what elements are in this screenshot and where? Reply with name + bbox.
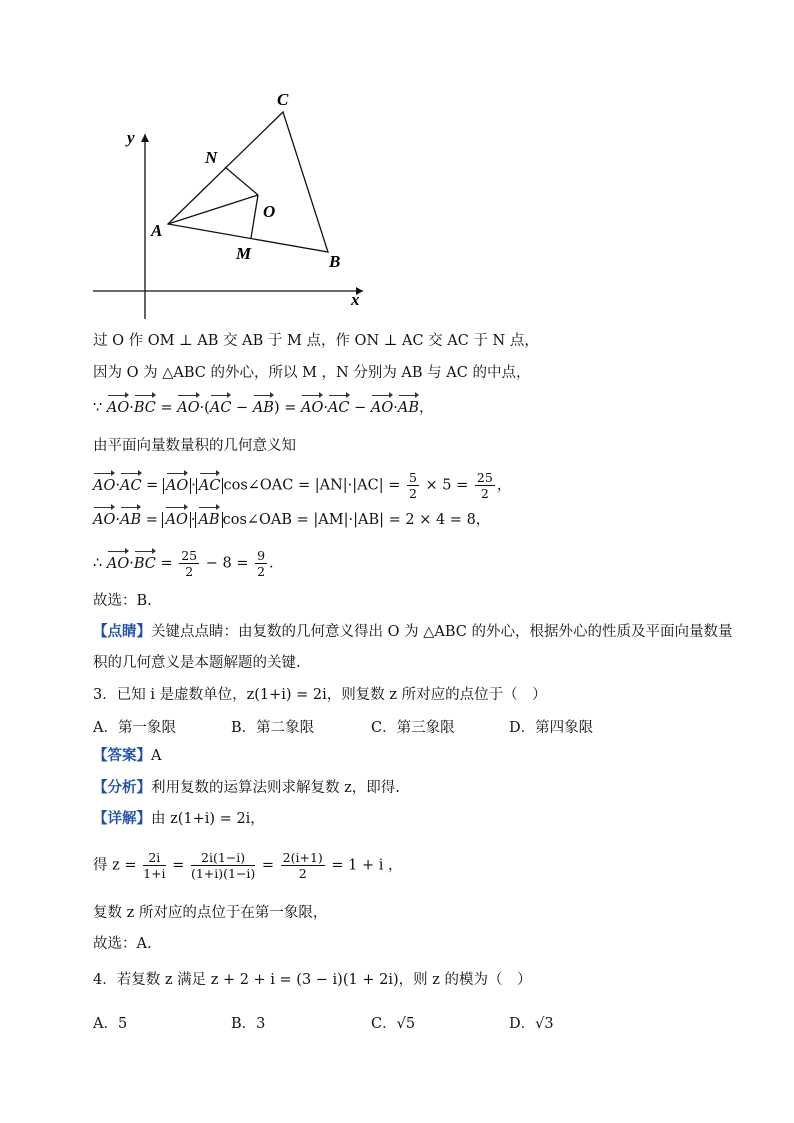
q4-option-c: C．√5 [371, 1016, 416, 1032]
q4-option-a: A．5 [93, 1016, 128, 1032]
q4-option-d: D．√3 [509, 1016, 554, 1032]
label-y: y [127, 128, 135, 147]
solution-line-3: ∵ AO·BC = AO·(AC − AB) = AO·AC − AO·AB， [93, 400, 434, 416]
solution-choice: 故选：B. [93, 593, 152, 609]
triangle-figure [88, 86, 378, 326]
q3-option-b: B．第二象限 [231, 720, 315, 736]
highlight-line-2: 积的几何意义是本题解题的关键. [93, 655, 301, 671]
q3-derivation: 得 z = $\frac{2i}{1+i}$ = $\frac{2i(1-i)}{(1+i)(1-i)}$ = $\frac{2(i+1)}{2}$ = 1 + i ， [93, 850, 403, 881]
fraction-q3b: $\frac{2i(1-i)}{(1+i)(1-i)}$ [190, 850, 256, 881]
fraction-5-2: $\frac{5}{2}$ [408, 470, 417, 501]
solution-line-2: 因为 O 为 △ABC 的外心，所以 M ，N 分别为 AB 与 AC 的中点， [93, 365, 531, 381]
because-symbol: ∵ [93, 400, 103, 416]
q3-analysis: 【分析】利用复数的运算法则求解复数 z，即得. [93, 780, 400, 796]
q3-stem: 3．已知 i 是虚数单位，z(1+i) = 2i，则复数 z 所对应的点位于（ ） [93, 687, 547, 703]
solution-line-6: AO·AB = AO · AB cos∠OAB = |AM|·|AB| = 2 × 4 = 8， [93, 512, 491, 528]
highlight-line-1: 【点睛】关键点点睛：由复数的几何意义得出 O 为 △ABC 的外心，根据外心的性质及平面向量数量 [93, 624, 733, 640]
q4-option-b: B．3 [231, 1016, 266, 1032]
q3-option-c: C．第三象限 [371, 720, 455, 736]
segment-on [225, 167, 258, 195]
highlight-tag: 【点睛】 [93, 624, 151, 640]
fraction-25-2: $\frac{25}{2}$ [476, 470, 493, 501]
triangle-abc [168, 112, 328, 252]
q3-answer: 【答案】A [93, 748, 162, 764]
q3-conclusion: 复数 z 所对应的点位于在第一象限， [93, 905, 328, 921]
solution-line-4: 由平面向量数量积的几何意义知 [93, 438, 296, 454]
fraction-q3c: $\frac{2(i+1)}{2}$ [282, 850, 323, 881]
q3-detail: 【详解】由 z(1+i) = 2i， [93, 811, 265, 827]
fraction-q3a: $\frac{2i}{1+i}$ [143, 850, 166, 881]
solution-line-1: 过 O 作 OM ⊥ AB 交 AB 于 M 点，作 ON ⊥ AC 交 AC 于 N 点， [93, 333, 539, 349]
label-x: x [351, 290, 360, 309]
q4-stem: 4．若复数 z 满足 z + 2 + i = (3 − i)(1 + 2i)，则 z 的模为（ ） [93, 972, 532, 988]
q3-choose: 故选：A. [93, 936, 152, 952]
label-o: O [263, 202, 276, 221]
q3-option-a: A．第一象限 [93, 720, 176, 736]
label-n: N [205, 148, 218, 167]
fraction-9-2: $\frac{9}{2}$ [257, 548, 266, 579]
q3-option-d: D．第四象限 [509, 720, 594, 736]
label-b: B [329, 252, 341, 271]
therefore-symbol: ∴ [93, 555, 103, 572]
segment-ao [168, 195, 258, 224]
solution-line-5: AO·AC = AO · AC cos∠OAC = |AN|·|AC| = $\frac{5}{2}$ × 5 = $\frac{25}{2}$ ， [93, 470, 512, 501]
segment-om [251, 195, 258, 238]
label-c: C [277, 90, 289, 109]
fraction-25-2b: $\frac{25}{2}$ [181, 548, 198, 579]
solution-line-7: ∴ AO·BC = $\frac{25}{2}$ − 8 = $\frac{9}{2}$ . [93, 548, 274, 579]
y-axis-arrow [141, 134, 149, 142]
label-a: A [151, 221, 163, 240]
label-m: M [236, 244, 252, 263]
